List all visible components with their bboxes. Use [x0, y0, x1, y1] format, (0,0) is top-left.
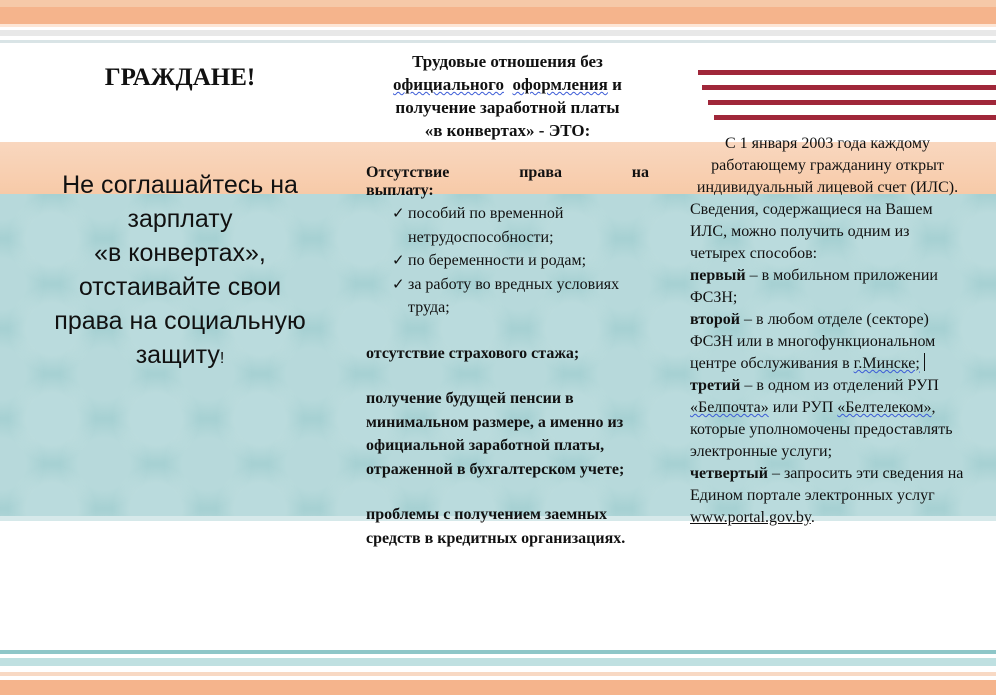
heading-citizens: ГРАЖДАНЕ! [104, 64, 256, 91]
benefits-checklist [392, 202, 649, 320]
middle-title [366, 50, 649, 142]
title-word-official: официального [393, 75, 504, 94]
no-right-word: Отсутствие [366, 164, 450, 181]
title-line: «в конвертах» - ЭТО: [424, 121, 591, 140]
appeal-line: зарплату [127, 205, 233, 233]
right-column [690, 133, 965, 529]
appeal-line-text: защиту [135, 341, 220, 369]
pension-para: получение будущей пенсии в минимальном размере, а именно из официальной заработной платы, отраженной в бухгалтерском учете; [366, 390, 625, 478]
portal-link[interactable]: www.portal.gov.by [690, 509, 811, 526]
list-item: ✓ по беременности и родам; [392, 249, 649, 273]
ils-info: Сведения, содержащиеся на Вашем ИЛС, можно получить одним из четырех способов: [690, 201, 933, 262]
middle-column [366, 50, 649, 550]
credit-para: проблемы с получением заемных средств в кредитных организациях. [366, 506, 626, 547]
checkmark-icon: ✓ [392, 274, 405, 293]
checkmark-icon: ✓ [392, 204, 405, 222]
list-item: ✓ за работу во вредных условиях труда; [392, 273, 649, 320]
no-right-word: права [519, 164, 562, 181]
title-word-registration: оформления [512, 75, 608, 94]
no-right-word: на [631, 164, 650, 181]
bottom-stripe-pale [0, 672, 996, 676]
appeal-line: Не соглашайтесь на [62, 171, 298, 199]
appeal-text [30, 168, 330, 376]
title-word-and: и [612, 75, 622, 94]
list-item: ✓ пособий по временной нетрудоспособности; [392, 202, 649, 249]
title-line [366, 73, 649, 96]
bottom-stripe-peach [0, 680, 996, 695]
appeal-exclamation: ! [219, 350, 225, 367]
checkmark-icon: ✓ [392, 251, 405, 269]
bottom-stripe-light-teal [0, 658, 996, 666]
appeal-line: отстаивайте свои [78, 273, 282, 301]
appeal-line [30, 338, 330, 376]
no-insurance-para: отсутствие страхового стажа; [366, 344, 580, 362]
top-stripe-peach [0, 7, 996, 24]
top-stripe-light [0, 0, 996, 7]
left-column [30, 60, 330, 376]
appeal-line: «в конвертах», [94, 239, 266, 267]
red-lines-decoration [688, 70, 996, 130]
method-first: первый – в мобильном приложении ФСЗН; [690, 267, 938, 306]
no-right-line [366, 164, 649, 182]
top-stripe-blue [0, 40, 996, 43]
title-line: Трудовые отношения без [412, 52, 603, 71]
top-stripe-gray [0, 30, 996, 36]
method-fourth: четвертый – запросить эти сведения на Едином портале электронных услуг www.portal.gov.by. [690, 465, 964, 526]
top-stripe-pale [0, 24, 996, 27]
no-right-end: выплату: [366, 182, 434, 199]
appeal-line: права на социальную [54, 307, 306, 335]
title-line: получение заработной платы [395, 98, 620, 117]
method-second: второй – в любом отделе (секторе) ФСЗН или в многофункциональном центре обслуживания в г.Минске; [690, 311, 936, 372]
text-cursor [924, 353, 925, 371]
method-third: третий – в одном из отделений РУП «Белпочта» или РУП «Белтелеком», которые уполномочены предоставлять электронные услуги; [690, 377, 953, 460]
bottom-stripe-teal [0, 650, 996, 654]
ils-intro: С 1 января 2003 года каждому работающему гражданину открыт индивидуальный лицевой счет (ИЛС). [696, 135, 959, 196]
